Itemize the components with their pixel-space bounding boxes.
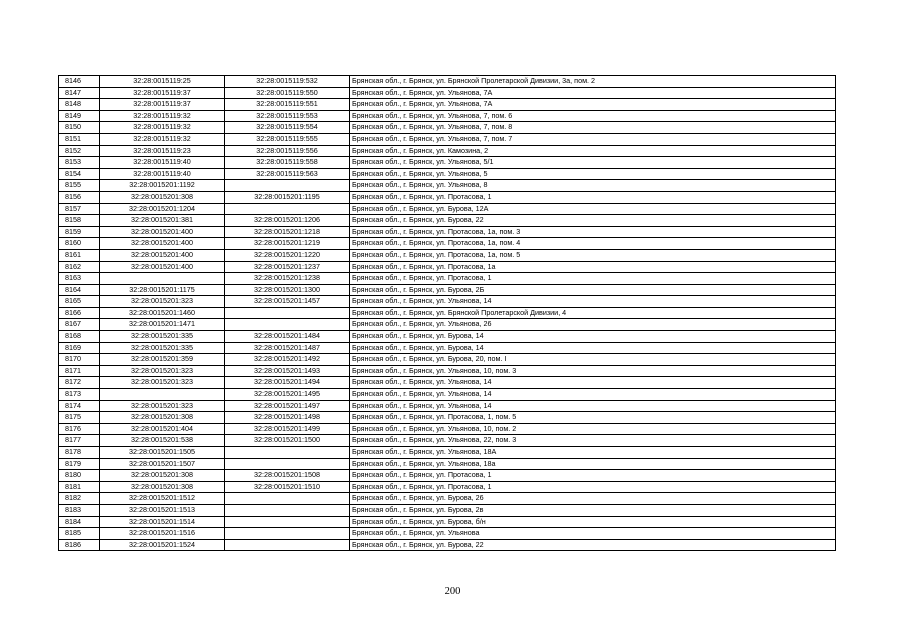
- address-cell: Брянская обл., г. Брянск, ул. Брянской Пролетарской Дивизии, 4: [350, 307, 836, 319]
- table-row: [59, 145, 836, 157]
- address-cell: Брянская обл., г. Брянск, ул. Ульянова, 10, пом. 3: [350, 365, 836, 377]
- object-number-cell: [225, 493, 350, 505]
- parcel-number-cell: 32:28:0015119:25: [100, 76, 225, 88]
- row-number-cell: 8182: [59, 493, 100, 505]
- address-cell: Брянская обл., г. Брянск, ул. Протасова, 1: [350, 481, 836, 493]
- parcel-number-cell: 32:28:0015119:23: [100, 145, 225, 157]
- row-number-cell: 8168: [59, 331, 100, 343]
- table-row: [59, 168, 836, 180]
- table-row: [59, 273, 836, 285]
- object-number-cell: 32:28:0015201:1493: [225, 365, 350, 377]
- row-number-cell: 8164: [59, 284, 100, 296]
- parcel-number-cell: 32:28:0015119:32: [100, 133, 225, 145]
- row-number-cell: 8185: [59, 528, 100, 540]
- address-cell: Брянская обл., г. Брянск, ул. Бурова, б/н: [350, 516, 836, 528]
- parcel-number-cell: 32:28:0015201:1505: [100, 447, 225, 459]
- row-number-cell: 8150: [59, 122, 100, 134]
- object-number-cell: 32:28:0015201:1218: [225, 226, 350, 238]
- row-number-cell: 8163: [59, 273, 100, 285]
- row-number-cell: 8154: [59, 168, 100, 180]
- table-row: [59, 493, 836, 505]
- row-number-cell: 8160: [59, 238, 100, 250]
- table-row: [59, 249, 836, 261]
- object-number-cell: [225, 319, 350, 331]
- parcel-number-cell: 32:28:0015119:37: [100, 99, 225, 111]
- parcel-number-cell: 32:28:0015119:37: [100, 87, 225, 99]
- object-number-cell: 32:28:0015201:1206: [225, 215, 350, 227]
- table-row: [59, 319, 836, 331]
- address-cell: Брянская обл., г. Брянск, ул. Ульянова, 7А: [350, 87, 836, 99]
- cadastral-table: [58, 75, 836, 551]
- address-cell: Брянская обл., г. Брянск, ул. Протасова, 1а: [350, 261, 836, 273]
- row-number-cell: 8180: [59, 470, 100, 482]
- table-row: [59, 539, 836, 551]
- object-number-cell: 32:28:0015201:1497: [225, 400, 350, 412]
- parcel-number-cell: 32:28:0015201:400: [100, 226, 225, 238]
- table-row: [59, 284, 836, 296]
- parcel-number-cell: 32:28:0015201:400: [100, 238, 225, 250]
- row-number-cell: 8147: [59, 87, 100, 99]
- row-number-cell: 8176: [59, 423, 100, 435]
- address-cell: Брянская обл., г. Брянск, ул. Бурова, 2Б: [350, 284, 836, 296]
- parcel-number-cell: 32:28:0015119:32: [100, 110, 225, 122]
- table-row: [59, 470, 836, 482]
- parcel-number-cell: 32:28:0015201:323: [100, 400, 225, 412]
- object-number-cell: 32:28:0015201:1499: [225, 423, 350, 435]
- row-number-cell: 8170: [59, 354, 100, 366]
- address-cell: Брянская обл., г. Брянск, ул. Ульянова, 10, пом. 2: [350, 423, 836, 435]
- row-number-cell: 8174: [59, 400, 100, 412]
- table-row: [59, 481, 836, 493]
- row-number-cell: 8183: [59, 504, 100, 516]
- object-number-cell: 32:28:0015201:1494: [225, 377, 350, 389]
- parcel-number-cell: [100, 389, 225, 401]
- address-cell: Брянская обл., г. Брянск, ул. Ульянова: [350, 528, 836, 540]
- row-number-cell: 8146: [59, 76, 100, 88]
- address-cell: Брянская обл., г. Брянск, ул. Ульянова, 26: [350, 319, 836, 331]
- address-cell: Брянская обл., г. Брянск, ул. Протасова, 1: [350, 273, 836, 285]
- parcel-number-cell: 32:28:0015201:1512: [100, 493, 225, 505]
- object-number-cell: 32:28:0015119:553: [225, 110, 350, 122]
- parcel-number-cell: 32:28:0015201:1514: [100, 516, 225, 528]
- parcel-number-cell: 32:28:0015119:40: [100, 168, 225, 180]
- parcel-number-cell: 32:28:0015201:308: [100, 191, 225, 203]
- row-number-cell: 8158: [59, 215, 100, 227]
- object-number-cell: 32:28:0015201:1492: [225, 354, 350, 366]
- address-cell: Брянская обл., г. Брянск, ул. Бурова, 2в: [350, 504, 836, 516]
- address-cell: Брянская обл., г. Брянск, ул. Брянской Пролетарской Дивизии, 3а, пом. 2: [350, 76, 836, 88]
- parcel-number-cell: 32:28:0015201:1516: [100, 528, 225, 540]
- table-row: [59, 296, 836, 308]
- row-number-cell: 8175: [59, 412, 100, 424]
- object-number-cell: [225, 516, 350, 528]
- row-number-cell: 8148: [59, 99, 100, 111]
- address-cell: Брянская обл., г. Брянск, ул. Ульянова, 5/1: [350, 157, 836, 169]
- parcel-number-cell: 32:28:0015119:32: [100, 122, 225, 134]
- row-number-cell: 8169: [59, 342, 100, 354]
- table-row: [59, 458, 836, 470]
- object-number-cell: 32:28:0015201:1510: [225, 481, 350, 493]
- parcel-number-cell: 32:28:0015201:1524: [100, 539, 225, 551]
- table-row: [59, 215, 836, 227]
- table-row: [59, 354, 836, 366]
- object-number-cell: 32:28:0015119:563: [225, 168, 350, 180]
- object-number-cell: [225, 539, 350, 551]
- table-row: [59, 307, 836, 319]
- address-cell: Брянская обл., г. Брянск, ул. Ульянова, 18а: [350, 458, 836, 470]
- table-row: [59, 76, 836, 88]
- table-row: [59, 331, 836, 343]
- parcel-number-cell: 32:28:0015201:335: [100, 342, 225, 354]
- table-row: [59, 238, 836, 250]
- object-number-cell: 32:28:0015119:532: [225, 76, 350, 88]
- object-number-cell: 32:28:0015201:1238: [225, 273, 350, 285]
- object-number-cell: 32:28:0015201:1495: [225, 389, 350, 401]
- object-number-cell: 32:28:0015119:550: [225, 87, 350, 99]
- row-number-cell: 8167: [59, 319, 100, 331]
- parcel-number-cell: 32:28:0015201:359: [100, 354, 225, 366]
- address-cell: Брянская обл., г. Брянск, ул. Протасова, 1: [350, 470, 836, 482]
- address-cell: Брянская обл., г. Брянск, ул. Бурова, 12А: [350, 203, 836, 215]
- table-row: [59, 389, 836, 401]
- row-number-cell: 8155: [59, 180, 100, 192]
- address-cell: Брянская обл., г. Брянск, ул. Ульянова, 14: [350, 389, 836, 401]
- address-cell: Брянская обл., г. Брянск, ул. Ульянова, 7А: [350, 99, 836, 111]
- parcel-number-cell: 32:28:0015201:308: [100, 481, 225, 493]
- row-number-cell: 8153: [59, 157, 100, 169]
- object-number-cell: 32:28:0015119:556: [225, 145, 350, 157]
- table-row: [59, 122, 836, 134]
- address-cell: Брянская обл., г. Брянск, ул. Протасова, 1: [350, 191, 836, 203]
- parcel-number-cell: 32:28:0015201:323: [100, 377, 225, 389]
- row-number-cell: 8156: [59, 191, 100, 203]
- address-cell: Брянская обл., г. Брянск, ул. Ульянова, 14: [350, 377, 836, 389]
- object-number-cell: 32:28:0015201:1300: [225, 284, 350, 296]
- row-number-cell: 8173: [59, 389, 100, 401]
- table-row: [59, 203, 836, 215]
- parcel-number-cell: 32:28:0015201:400: [100, 249, 225, 261]
- address-cell: Брянская обл., г. Брянск, ул. Ульянова, 14: [350, 400, 836, 412]
- object-number-cell: [225, 504, 350, 516]
- address-cell: Брянская обл., г. Брянск, ул. Бурова, 14: [350, 331, 836, 343]
- row-number-cell: 8157: [59, 203, 100, 215]
- table-row: [59, 342, 836, 354]
- object-number-cell: [225, 447, 350, 459]
- parcel-number-cell: 32:28:0015119:40: [100, 157, 225, 169]
- row-number-cell: 8161: [59, 249, 100, 261]
- address-cell: Брянская обл., г. Брянск, ул. Бурова, 22: [350, 539, 836, 551]
- row-number-cell: 8186: [59, 539, 100, 551]
- page-number: 200: [444, 586, 461, 597]
- parcel-number-cell: 32:28:0015201:323: [100, 296, 225, 308]
- address-cell: Брянская обл., г. Брянск, ул. Бурова, 20, пом. I: [350, 354, 836, 366]
- object-number-cell: [225, 307, 350, 319]
- parcel-number-cell: 32:28:0015201:404: [100, 423, 225, 435]
- parcel-number-cell: 32:28:0015201:1175: [100, 284, 225, 296]
- table-row: [59, 133, 836, 145]
- table-row: [59, 528, 836, 540]
- address-cell: Брянская обл., г. Брянск, ул. Бурова, 22: [350, 215, 836, 227]
- object-number-cell: 32:28:0015119:558: [225, 157, 350, 169]
- object-number-cell: 32:28:0015201:1195: [225, 191, 350, 203]
- row-number-cell: 8166: [59, 307, 100, 319]
- parcel-number-cell: 32:28:0015201:335: [100, 331, 225, 343]
- row-number-cell: 8171: [59, 365, 100, 377]
- parcel-number-cell: [100, 273, 225, 285]
- object-number-cell: 32:28:0015201:1220: [225, 249, 350, 261]
- object-number-cell: 32:28:0015201:1457: [225, 296, 350, 308]
- object-number-cell: 32:28:0015201:1237: [225, 261, 350, 273]
- row-number-cell: 8172: [59, 377, 100, 389]
- parcel-number-cell: 32:28:0015201:1471: [100, 319, 225, 331]
- address-cell: Брянская обл., г. Брянск, ул. Протасова, 1а, пом. 3: [350, 226, 836, 238]
- object-number-cell: 32:28:0015119:555: [225, 133, 350, 145]
- address-cell: Брянская обл., г. Брянск, ул. Ульянова, 18А: [350, 447, 836, 459]
- row-number-cell: 8162: [59, 261, 100, 273]
- row-number-cell: 8159: [59, 226, 100, 238]
- parcel-number-cell: 32:28:0015201:1513: [100, 504, 225, 516]
- object-number-cell: 32:28:0015201:1508: [225, 470, 350, 482]
- address-cell: Брянская обл., г. Брянск, ул. Протасова, 1, пом. 5: [350, 412, 836, 424]
- table-row: [59, 261, 836, 273]
- table-row: [59, 157, 836, 169]
- table-row: [59, 423, 836, 435]
- object-number-cell: 32:28:0015201:1484: [225, 331, 350, 343]
- row-number-cell: 8165: [59, 296, 100, 308]
- parcel-number-cell: 32:28:0015201:308: [100, 470, 225, 482]
- table-row: [59, 435, 836, 447]
- table-body: [59, 76, 836, 551]
- object-number-cell: 32:28:0015119:554: [225, 122, 350, 134]
- address-cell: Брянская обл., г. Брянск, ул. Протасова, 1а, пом. 4: [350, 238, 836, 250]
- parcel-number-cell: 32:28:0015201:400: [100, 261, 225, 273]
- address-cell: Брянская обл., г. Брянск, ул. Камозина, 2: [350, 145, 836, 157]
- object-number-cell: 32:28:0015201:1498: [225, 412, 350, 424]
- address-cell: Брянская обл., г. Брянск, ул. Протасова, 1а, пом. 5: [350, 249, 836, 261]
- object-number-cell: 32:28:0015119:551: [225, 99, 350, 111]
- row-number-cell: 8181: [59, 481, 100, 493]
- parcel-number-cell: 32:28:0015201:538: [100, 435, 225, 447]
- row-number-cell: 8178: [59, 447, 100, 459]
- table-row: [59, 516, 836, 528]
- row-number-cell: 8152: [59, 145, 100, 157]
- address-cell: Брянская обл., г. Брянск, ул. Ульянова, 22, пом. 3: [350, 435, 836, 447]
- address-cell: Брянская обл., г. Брянск, ул. Бурова, 14: [350, 342, 836, 354]
- row-number-cell: 8184: [59, 516, 100, 528]
- row-number-cell: 8177: [59, 435, 100, 447]
- parcel-number-cell: 32:28:0015201:1507: [100, 458, 225, 470]
- table-row: [59, 180, 836, 192]
- parcel-number-cell: 32:28:0015201:1460: [100, 307, 225, 319]
- table-row: [59, 87, 836, 99]
- object-number-cell: 32:28:0015201:1487: [225, 342, 350, 354]
- table-row: [59, 110, 836, 122]
- parcel-number-cell: 32:28:0015201:1204: [100, 203, 225, 215]
- parcel-number-cell: 32:28:0015201:1192: [100, 180, 225, 192]
- address-cell: Брянская обл., г. Брянск, ул. Ульянова, 5: [350, 168, 836, 180]
- object-number-cell: [225, 458, 350, 470]
- row-number-cell: 8179: [59, 458, 100, 470]
- object-number-cell: 32:28:0015201:1500: [225, 435, 350, 447]
- table-row: [59, 377, 836, 389]
- address-cell: Брянская обл., г. Брянск, ул. Ульянова, 8: [350, 180, 836, 192]
- address-cell: Брянская обл., г. Брянск, ул. Ульянова, 7, пом. 7: [350, 133, 836, 145]
- address-cell: Брянская обл., г. Брянск, ул. Бурова, 26: [350, 493, 836, 505]
- object-number-cell: 32:28:0015201:1219: [225, 238, 350, 250]
- table-row: [59, 447, 836, 459]
- parcel-number-cell: 32:28:0015201:308: [100, 412, 225, 424]
- row-number-cell: 8149: [59, 110, 100, 122]
- object-number-cell: [225, 180, 350, 192]
- row-number-cell: 8151: [59, 133, 100, 145]
- address-cell: Брянская обл., г. Брянск, ул. Ульянова, 7, пом. 8: [350, 122, 836, 134]
- address-cell: Брянская обл., г. Брянск, ул. Ульянова, 14: [350, 296, 836, 308]
- table-row: [59, 365, 836, 377]
- parcel-number-cell: 32:28:0015201:323: [100, 365, 225, 377]
- table-row: [59, 400, 836, 412]
- table-row: [59, 99, 836, 111]
- address-cell: Брянская обл., г. Брянск, ул. Ульянова, 7, пом. 6: [350, 110, 836, 122]
- table-row: [59, 412, 836, 424]
- table-row: [59, 504, 836, 516]
- object-number-cell: [225, 528, 350, 540]
- table-row: [59, 226, 836, 238]
- table-row: [59, 191, 836, 203]
- parcel-number-cell: 32:28:0015201:381: [100, 215, 225, 227]
- object-number-cell: [225, 203, 350, 215]
